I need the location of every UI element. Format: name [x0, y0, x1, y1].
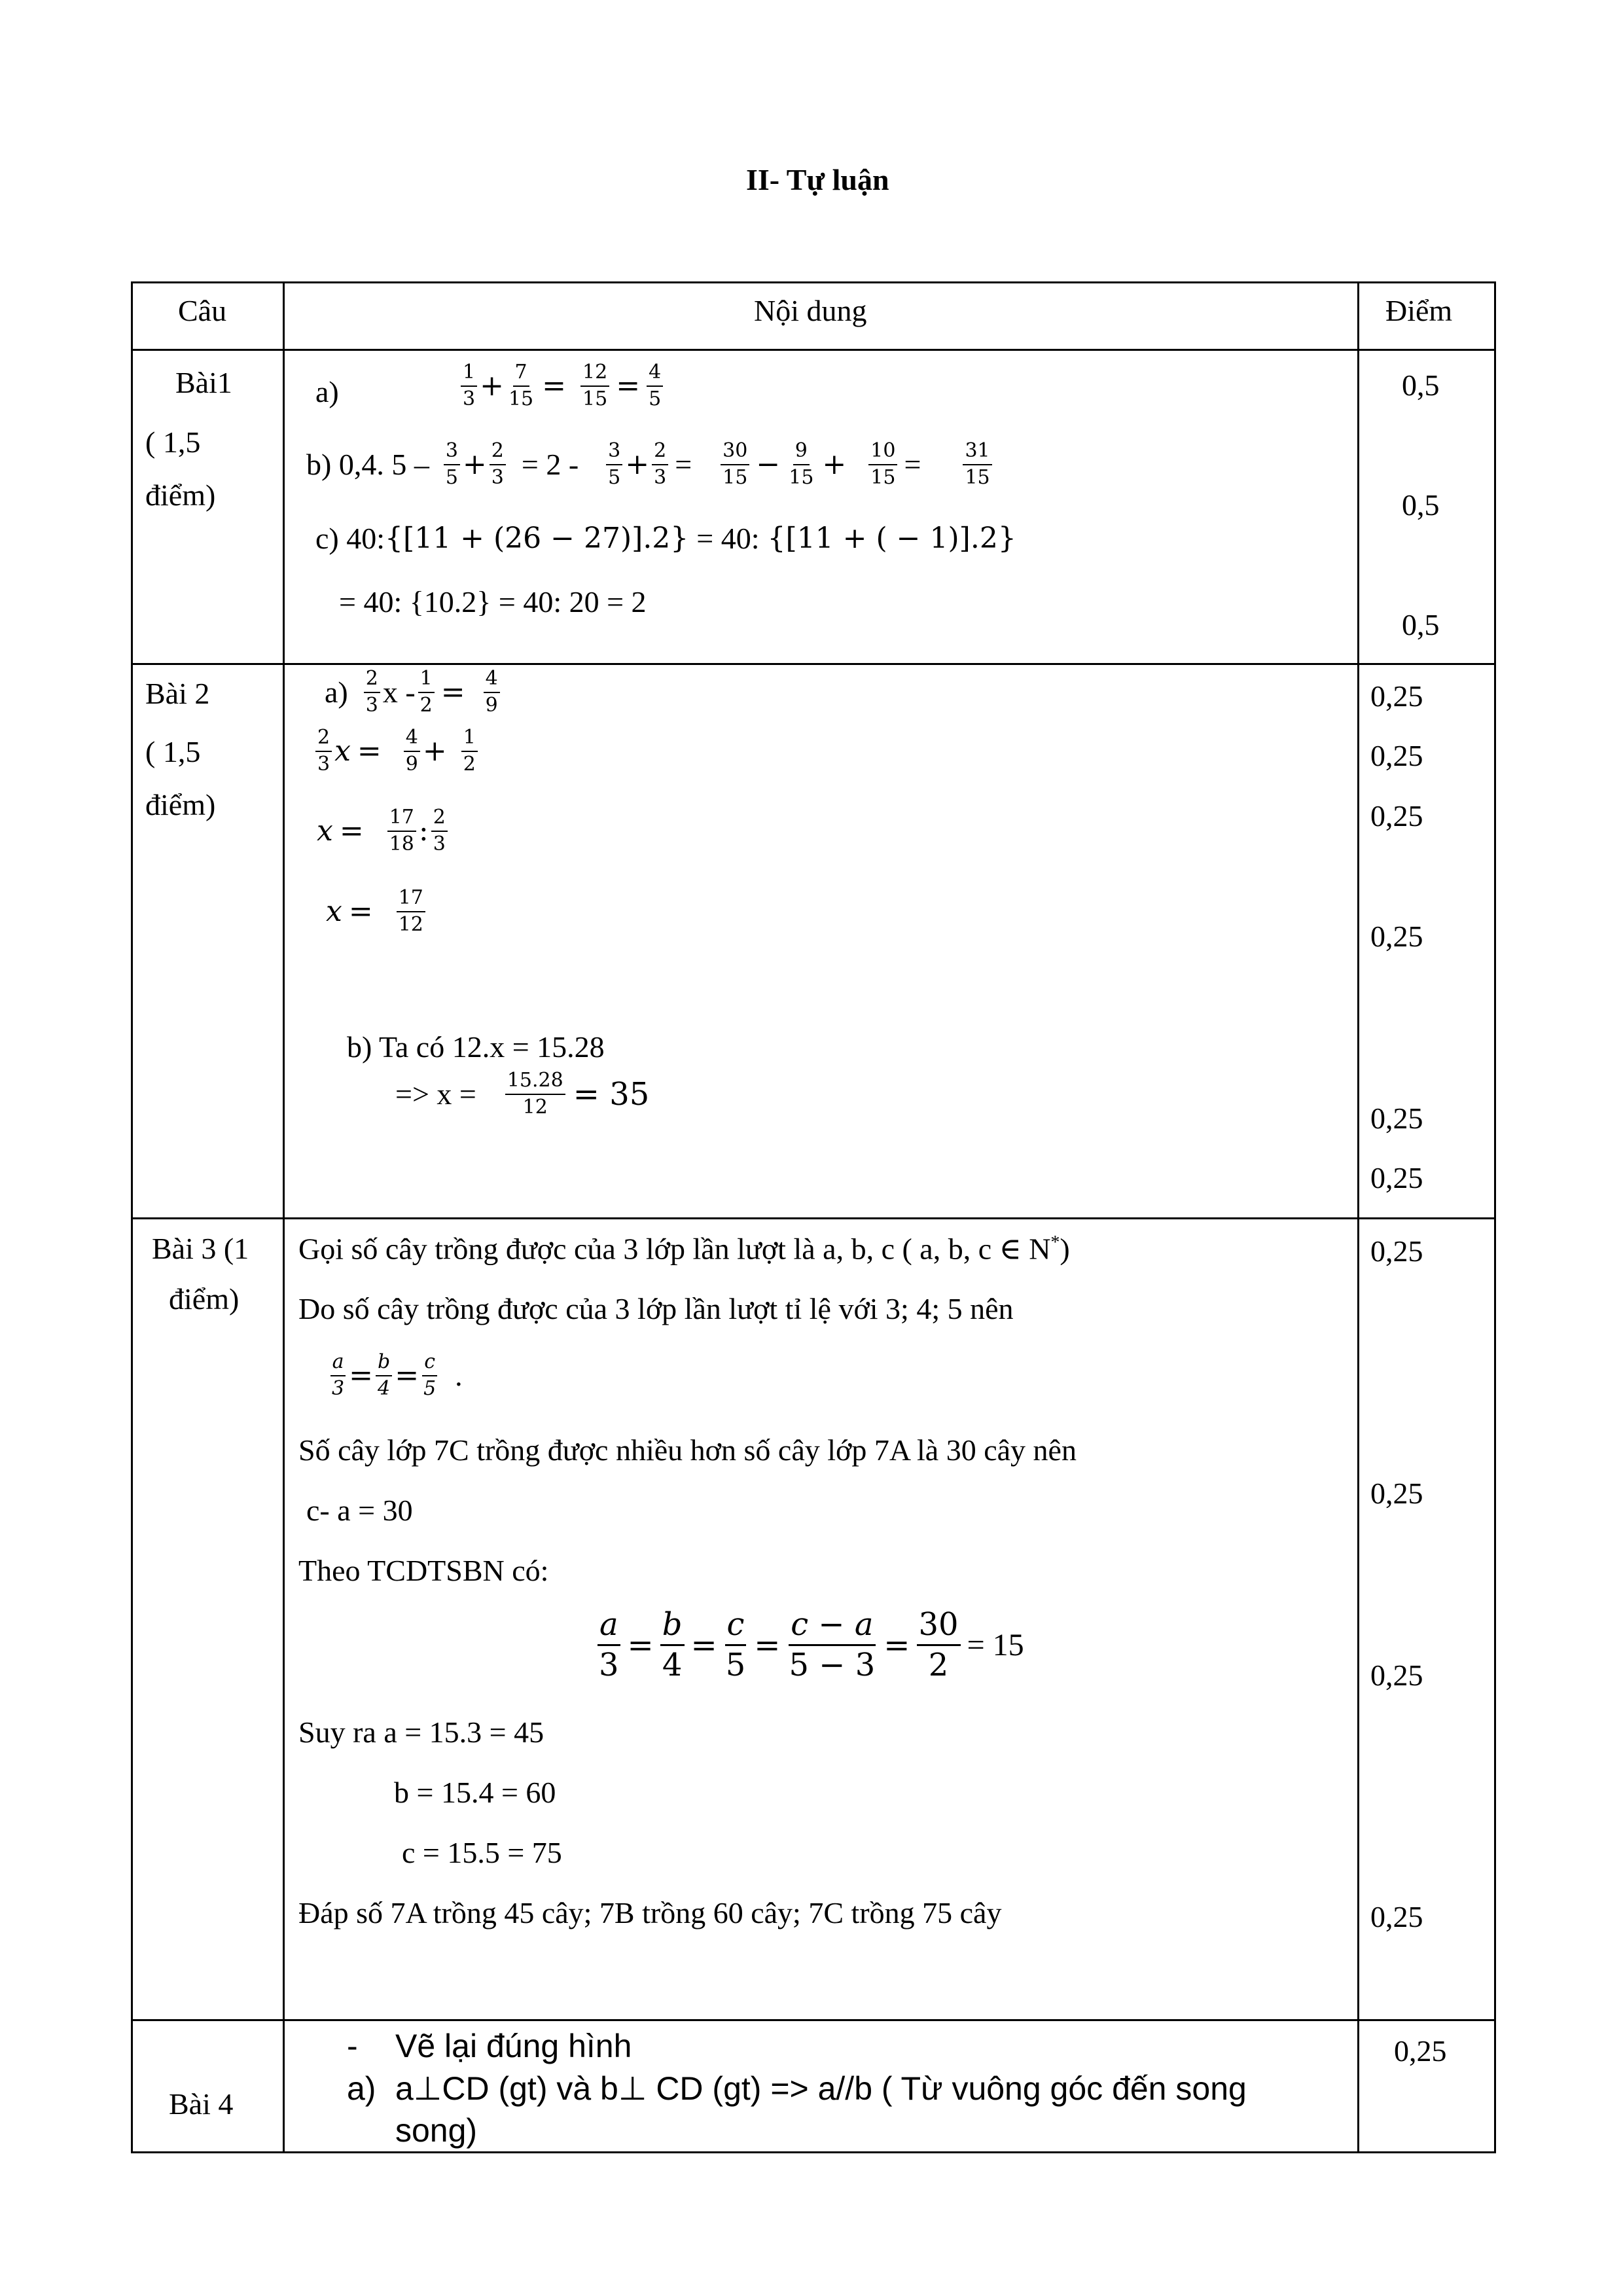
- bai4-dash: -: [347, 2028, 358, 2064]
- operator: +: [625, 448, 650, 481]
- bai1-label-line1: Bài1: [175, 366, 232, 399]
- bai1-a-label: a): [315, 375, 339, 408]
- table-border: [1357, 281, 1359, 2153]
- operator: +: [480, 369, 504, 403]
- operator: =: [395, 1359, 419, 1392]
- operator: =: [754, 1626, 781, 1664]
- operator: +: [462, 448, 487, 481]
- variable: x: [317, 814, 333, 848]
- math-expression: = 35: [573, 1075, 650, 1113]
- operator: +: [422, 734, 447, 768]
- fraction: $\frac{17}{18}$: [387, 806, 416, 855]
- bai1-c-line2: = 40: {10.2} = 40: 20 = 2: [339, 585, 647, 619]
- bai2-point: 0,25: [1370, 920, 1423, 953]
- bai3-line5: c- a = 30: [306, 1494, 413, 1527]
- fraction: $\frac{10}{15}$: [868, 440, 897, 489]
- table-border: [1494, 281, 1496, 2153]
- fraction: $\frac{4}{9}$: [404, 726, 420, 776]
- table-border: [131, 281, 1496, 283]
- bai3-label-line1: Bài 3 (1: [152, 1232, 249, 1265]
- bai1-label-line2: ( 1,5: [145, 425, 201, 459]
- fraction: $\frac{c - a}{5 - 3}$: [789, 1606, 876, 1684]
- fraction: $\frac{3}{5}$: [444, 440, 460, 489]
- bai2-label-line1: Bài 2: [145, 677, 210, 710]
- bai4-line3: song): [395, 2112, 478, 2149]
- table-border: [131, 2151, 1496, 2153]
- bai2-label-line3: điểm): [145, 788, 216, 821]
- header-noi-dung: Nội dung: [754, 294, 867, 327]
- fraction: $\frac{c}{5}$: [725, 1606, 746, 1684]
- bai4-line1: Vẽ lại đúng hình: [395, 2028, 632, 2064]
- text: b) 0,4. 5 –: [306, 447, 429, 481]
- table-border: [131, 281, 133, 2153]
- text: .: [455, 1358, 463, 1392]
- text: = 15: [967, 1627, 1024, 1662]
- bai2-point: 0,25: [1370, 679, 1423, 713]
- table-border: [131, 1217, 1496, 1219]
- bai2-a-line3: [317, 806, 450, 855]
- page-title: II- Tự luận: [746, 163, 889, 196]
- bai2-point: 0,25: [1370, 1161, 1423, 1194]
- bai3-line2: Do số cây trồng được của 3 lớp lần lượt tỉ lệ với 3; 4; 5 nên: [298, 1292, 1014, 1325]
- fraction: $\frac{2}{3}$: [315, 726, 332, 776]
- table-border: [131, 2019, 1496, 2021]
- header-diem: Điểm: [1385, 294, 1453, 327]
- bai2-b-line2: [395, 1069, 649, 1119]
- operator: =: [357, 734, 382, 768]
- fraction: $\frac{2}{3}$: [431, 806, 448, 855]
- bai3-big-equation: [594, 1607, 1024, 1683]
- bai2-a-line2: [313, 726, 480, 776]
- bai4-line2-label: a): [347, 2070, 376, 2107]
- superscript: *: [1050, 1232, 1060, 1253]
- bai1-a-expr: [458, 361, 666, 410]
- text: c) 40:: [315, 521, 385, 555]
- operator: =: [883, 1626, 910, 1664]
- operator: =: [690, 1626, 717, 1664]
- operator: =: [542, 369, 567, 403]
- text: => x =: [395, 1077, 476, 1111]
- bai3-line6: Theo TCDTSBN có:: [298, 1554, 549, 1587]
- fraction: $\frac{2}{3}$: [364, 668, 380, 717]
- bai1-label-line3: điểm): [145, 478, 216, 512]
- bai2-point: 0,25: [1370, 739, 1423, 772]
- bai1-point: 0,5: [1402, 488, 1440, 522]
- fraction: $\frac{30}{15}$: [721, 440, 749, 489]
- bai2-b-line1: b) Ta có 12.x = 15.28: [347, 1030, 605, 1064]
- bai1-point: 0,5: [1402, 608, 1440, 641]
- operator: =: [904, 447, 921, 481]
- bai1-point: 0,5: [1402, 368, 1440, 402]
- fraction: $\frac{30}{2}$: [917, 1607, 961, 1683]
- math-expression: {[11 + ( − 1)].2}: [767, 522, 1016, 555]
- bai2-a-line1: [325, 668, 503, 717]
- fraction: $\frac{b}{4}$: [660, 1607, 685, 1683]
- bai3-point: 0,25: [1370, 1659, 1423, 1692]
- operator: :: [418, 814, 429, 848]
- bai1-b-expr: [306, 440, 995, 489]
- table-border: [131, 663, 1496, 665]
- fraction: $\frac{4}{5}$: [647, 361, 663, 410]
- fraction: $\frac{12}{15}$: [580, 361, 609, 410]
- fraction: $\frac{17}{12}$: [397, 887, 425, 936]
- fraction: $\frac{a}{3}$: [597, 1607, 621, 1683]
- bai3-point: 0,25: [1370, 1477, 1423, 1510]
- bai2-a-line4: [326, 887, 428, 936]
- bai3-line1: [298, 1234, 1070, 1264]
- bai1-c-line1: [315, 522, 1016, 555]
- fraction: $\frac{2}{3}$: [652, 440, 668, 489]
- operator: −: [756, 448, 781, 481]
- operator: =: [349, 1359, 373, 1392]
- operator: =: [348, 895, 373, 928]
- bai2-label-line2: ( 1,5: [145, 735, 201, 768]
- header-cau: Câu: [178, 294, 227, 327]
- bai3-line10: c = 15.5 = 75: [402, 1836, 562, 1869]
- operator: =: [675, 447, 692, 481]
- bai2-point: 0,25: [1370, 799, 1423, 833]
- bai3-line9: b = 15.4 = 60: [394, 1776, 556, 1809]
- operator: =: [627, 1626, 654, 1664]
- bai2-point: 0,25: [1370, 1102, 1423, 1135]
- fraction: $\frac{4}{9}$: [484, 668, 500, 717]
- bai3-point: 0,25: [1370, 1234, 1423, 1268]
- text: = 2 -: [521, 447, 579, 481]
- bai4-label: Bài 4: [169, 2087, 234, 2121]
- operator: =: [440, 675, 465, 709]
- bai3-line11: Đáp số 7A trồng 45 cây; 7B trồng 60 cây; 7C trồng 75 cây: [298, 1896, 1002, 1929]
- fraction: $\frac{1}{2}$: [418, 668, 435, 717]
- operator: +: [822, 448, 847, 481]
- fraction: $\frac{9}{15}$: [789, 439, 814, 489]
- fraction: $\frac{3}{5}$: [606, 440, 622, 489]
- fraction: $\frac{31}{15}$: [963, 440, 991, 489]
- bai4-line2: a⊥CD (gt) và b⊥ CD (gt) => a//b ( Từ vuông góc đến song: [395, 2070, 1247, 2107]
- fraction: $\frac{b}{4}$: [376, 1351, 392, 1400]
- fraction: $\frac{c}{5}$: [423, 1350, 437, 1400]
- fraction: $\frac{1}{2}$: [461, 726, 478, 776]
- fraction: $\frac{a}{3}$: [330, 1351, 346, 1400]
- bai3-ratio: [327, 1351, 463, 1400]
- fraction: $\frac{1}{3}$: [461, 361, 477, 410]
- bai3-point: 0,25: [1370, 1900, 1423, 1933]
- fraction: $\frac{2}{3}$: [490, 440, 506, 489]
- fraction: $\frac{15.28}{12}$: [505, 1069, 565, 1119]
- fraction: $\frac{7}{15}$: [508, 361, 534, 410]
- bai3-label-line2: điểm): [169, 1282, 240, 1316]
- text: a): [325, 675, 348, 709]
- variable: x: [334, 734, 351, 768]
- bai4-point: 0,25: [1394, 2034, 1447, 2068]
- variable: x: [326, 895, 342, 928]
- text: ): [1060, 1232, 1070, 1266]
- table-border: [283, 281, 285, 2153]
- text: = 40:: [696, 521, 760, 555]
- operator: =: [339, 814, 364, 848]
- text: x -: [382, 675, 416, 709]
- table-border: [131, 349, 1496, 351]
- bai3-line8: Suy ra a = 15.3 = 45: [298, 1715, 544, 1749]
- bai3-line4: Số cây lớp 7C trồng được nhiều hơn số cây lớp 7A là 30 cây nên: [298, 1433, 1077, 1467]
- math-expression: {[11 + (26 − 27)].2}: [385, 522, 689, 555]
- text: Gọi số cây trồng được của 3 lớp lần lượt là a, b, c ( a, b, c ∈ N: [298, 1232, 1051, 1266]
- operator: =: [616, 369, 641, 403]
